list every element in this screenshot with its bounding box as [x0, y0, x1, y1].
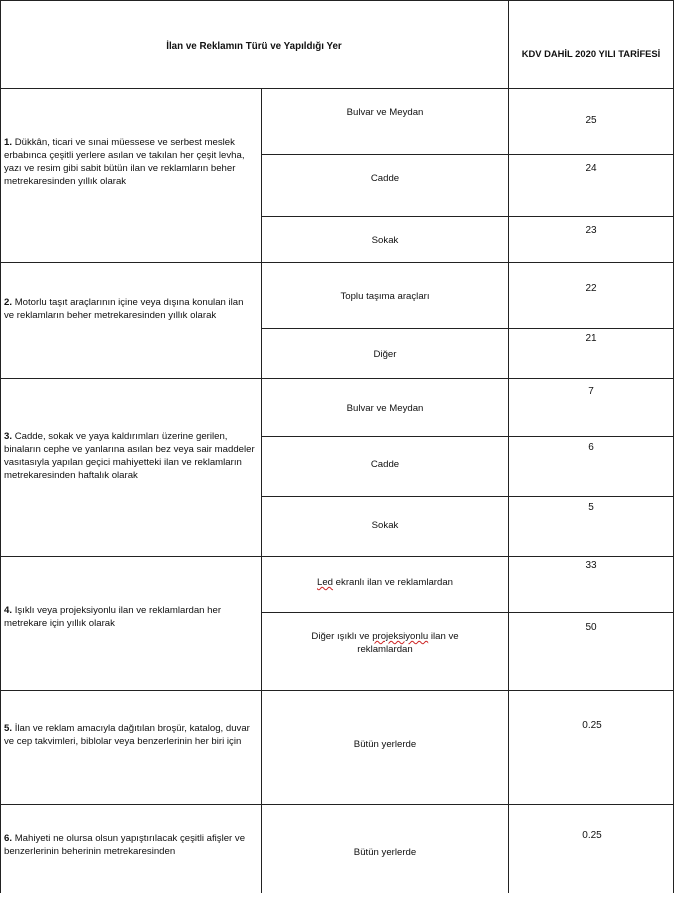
row-4-sub-2-value: 50 — [585, 622, 597, 633]
grid-line-sub — [261, 612, 674, 613]
row-3-sub-2-value: 6 — [588, 442, 594, 453]
row-1-sub-2-label: Cadde — [370, 173, 400, 184]
row-4-sub-1-label — [262, 576, 508, 589]
grid-line-row — [0, 262, 674, 263]
row-number: 1. — [4, 137, 13, 148]
grid-line-row — [0, 804, 674, 805]
row-number: 3. — [4, 431, 13, 442]
spellcheck-word: projeksiyonlu — [372, 631, 429, 642]
row-2-description — [4, 296, 256, 322]
description-text: İlan ve reklam amacıyla dağıtılan broşür, katalog, duvar ve cep takvimleri, biblolar veya benzerlerinin her biri için — [4, 723, 250, 747]
grid-line-sub — [261, 496, 674, 497]
grid-line-sub — [261, 328, 674, 329]
description-text: Mahiyeti ne olursa olsun yapıştırılacak çeşitli afişler ve benzerlerinin beherinin metrekaresinden — [4, 833, 246, 857]
header-type-location: İlan ve Reklamın Türü ve Yapıldığı Yer — [166, 41, 342, 52]
row-3-sub-1-value: 7 — [588, 386, 594, 397]
grid-line-row — [0, 690, 674, 691]
row-3-sub-1-label: Bulvar ve Meydan — [346, 403, 424, 414]
description-text: Cadde, sokak ve yaya kaldırımları üzerine gerilen, binaların cephe ve yanlarına asılan bez veya sair maddeler vasıtasıyla yapılan geçici mahiyetteki ilan ve reklamların metrekaresinden haftalık olarak — [4, 431, 255, 481]
row-5-sub-1-label: Bütün yerlerde — [353, 739, 417, 750]
description-text: Motorlu taşıt araçlarının içine veya dışına konulan ilan ve reklamların beher metrekaresinden yıllık olarak — [4, 297, 244, 321]
row-number: 6. — [4, 833, 13, 844]
grid-line-left — [0, 0, 1, 893]
grid-line-sub — [261, 436, 674, 437]
grid-line-header-bottom — [0, 88, 674, 89]
row-2-sub-2-label: Diğer — [373, 349, 397, 360]
spellcheck-word: Led — [317, 577, 334, 588]
row-3-sub-3-label: Sokak — [371, 520, 399, 531]
row-2-sub-1-label: Toplu taşıma araçları — [340, 291, 430, 302]
label-text: ilan ve reklamlardan — [357, 631, 459, 655]
grid-line-sub — [261, 154, 674, 155]
row-1-sub-2-value: 24 — [585, 163, 597, 174]
grid-line-right — [673, 0, 674, 893]
row-5-sub-1-value: 0.25 — [582, 720, 602, 731]
row-6-sub-1-value: 0.25 — [582, 830, 602, 841]
grid-line-sub — [261, 216, 674, 217]
label-text: ekranlı ilan ve reklamlardan — [333, 577, 453, 588]
row-3-description — [4, 430, 256, 482]
row-4-sub-1-value: 33 — [585, 560, 597, 571]
row-5-description — [4, 722, 256, 748]
row-number: 4. — [4, 605, 13, 616]
row-4-sub-2-label — [290, 630, 480, 656]
row-number: 5. — [4, 723, 13, 734]
row-3-sub-3-value: 5 — [588, 502, 594, 513]
grid-line-value-column — [508, 0, 509, 893]
description-text: Dükkân, ticari ve sınai müessese ve serbest meslek erbabınca çeşitli yerlere asılan ve takılan her çeşit levha, yazı ve resim gibi sabit bütün ilan ve reklamların beher metrekaresinden yıllık olarak — [4, 137, 245, 187]
row-1-description — [4, 136, 256, 188]
label-text: Diğer ışıklı ve — [311, 631, 373, 642]
row-3-sub-2-label: Cadde — [370, 459, 400, 470]
row-1-sub-1-label: Bulvar ve Meydan — [346, 107, 424, 118]
grid-line-row — [0, 378, 674, 379]
row-1-sub-3-label: Sokak — [371, 235, 399, 246]
description-text: Işıklı veya projeksiyonlu ilan ve reklamlardan her metrekare için yıllık olarak — [4, 605, 222, 629]
row-1-sub-1-value: 25 — [585, 115, 597, 126]
grid-line-top — [0, 0, 674, 1]
row-6-sub-1-label: Bütün yerlerde — [353, 847, 417, 858]
row-2-sub-2-value: 21 — [585, 333, 597, 344]
row-2-sub-1-value: 22 — [585, 283, 597, 294]
header-tariff-2020: KDV DAHİL 2020 YILI TARİFESİ — [521, 48, 661, 59]
grid-line-sub-column — [261, 88, 262, 893]
grid-line-row — [0, 556, 674, 557]
row-1-sub-3-value: 23 — [585, 225, 597, 236]
row-number: 2. — [4, 297, 13, 308]
row-4-description — [4, 604, 256, 630]
row-6-description — [4, 832, 256, 858]
